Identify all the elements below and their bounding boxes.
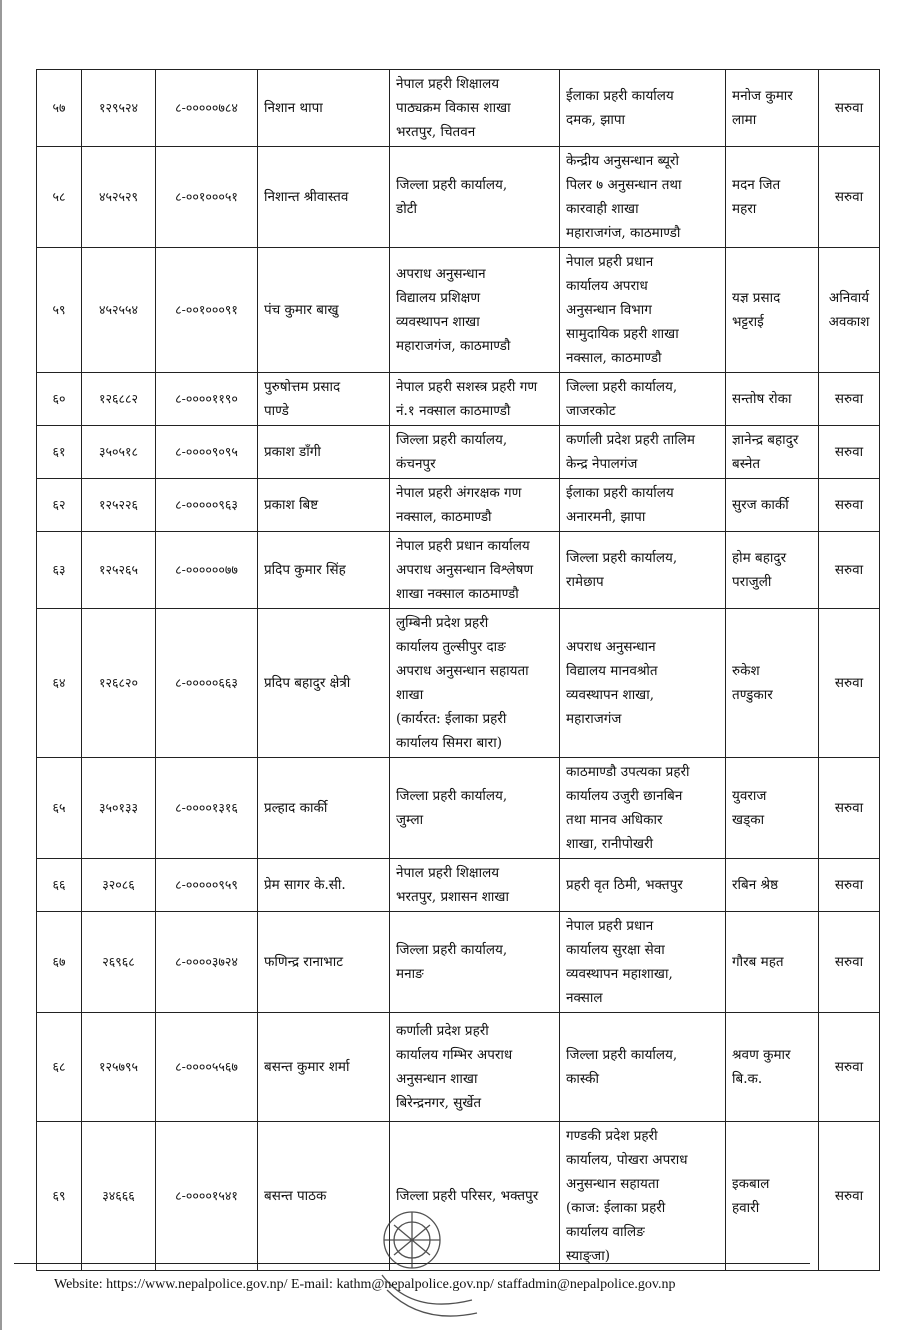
serial-number-cell: ५९	[37, 248, 82, 373]
cell-line: डोटी	[396, 201, 418, 217]
current-office-cell	[390, 479, 560, 532]
cell-line: अपराध अनुसन्धान सहायता	[396, 663, 529, 679]
serial-number-cell: ६६	[37, 859, 82, 912]
cell-line: जिल्ला प्रहरी कार्यालय,	[396, 788, 508, 804]
employee-id-cell: १२५७९५	[82, 1013, 156, 1122]
cell-line: रबिन श्रेष्ठ	[732, 877, 779, 893]
cell-line: फणिन्द्र रानाभाट	[264, 954, 344, 970]
cell-line: नेपाल प्रहरी प्रधान कार्यालय	[396, 538, 530, 554]
status-cell	[819, 1122, 880, 1271]
name-cell	[258, 70, 390, 147]
cell-line: कारवाही शाखा	[566, 201, 639, 217]
cell-line: सरुवा	[834, 189, 864, 205]
employee-id-cell: १२६८८२	[82, 373, 156, 426]
cell-line: लामा	[732, 112, 757, 128]
cell-line: अनुसन्धान विभाग	[566, 302, 652, 318]
cell-line: कर्णाली प्रदेश प्रहरी	[396, 1023, 489, 1039]
name-cell	[258, 532, 390, 609]
cell-line: नक्साल, काठमाण्डौ	[566, 350, 662, 366]
cell-line: नेपाल प्रहरी शिक्षालय	[396, 76, 500, 92]
cell-line: ज्ञानेन्द्र बहादुर	[732, 432, 799, 448]
name-cell	[258, 1122, 390, 1271]
cell-line: अपराध अनुसन्धान विश्लेषण	[396, 562, 534, 578]
cell-line: नेपाल प्रहरी अंगरक्षक गण	[396, 485, 522, 501]
cell-line: व्यवस्थापन शाखा	[396, 314, 480, 330]
cell-line: जिल्ला प्रहरी कार्यालय,	[396, 942, 508, 958]
replacement-cell	[726, 373, 819, 426]
code-cell: ८-०००००९५९	[156, 859, 258, 912]
cell-line: प्रेम सागर के.सी.	[264, 877, 346, 893]
cell-line: जिल्ला प्रहरी कार्यालय,	[566, 550, 678, 566]
cell-line: कार्यालय उजुरी छानबिन	[566, 788, 683, 804]
cell-line: सरुवा	[834, 1188, 864, 1204]
cell-line: कार्यालय तुल्सीपुर दाङ	[396, 639, 506, 655]
cell-line: महरा	[732, 201, 757, 217]
serial-number-cell: ६१	[37, 426, 82, 479]
cell-line: भरतपुर, चितवन	[396, 124, 476, 140]
cell-line: गौरब महत	[732, 954, 784, 970]
code-cell: ८-००००१५४१	[156, 1122, 258, 1271]
employee-id-cell: ४५२५२९	[82, 147, 156, 248]
name-cell	[258, 373, 390, 426]
employee-id-cell: ३२०८६	[82, 859, 156, 912]
cell-line: प्रहरी वृत ठिमी, भक्तपुर	[566, 877, 683, 893]
serial-number-cell: ६७	[37, 912, 82, 1013]
cell-line: निशान थापा	[264, 100, 323, 116]
serial-number-cell: ६०	[37, 373, 82, 426]
serial-number-cell: ६५	[37, 758, 82, 859]
cell-line: सरुवा	[834, 562, 864, 578]
status-cell	[819, 248, 880, 373]
cell-line: नेपाल प्रहरी प्रधान	[566, 254, 654, 270]
name-cell	[258, 479, 390, 532]
current-office-cell	[390, 758, 560, 859]
cell-line: कर्णाली प्रदेश प्रहरी तालिम	[566, 432, 695, 448]
employee-id-cell: १२५२६५	[82, 532, 156, 609]
table-row	[37, 426, 880, 479]
new-office-cell	[560, 1122, 726, 1271]
cell-line: सरुवा	[834, 1059, 864, 1075]
cell-line: जाजरकोट	[566, 403, 616, 419]
cell-line: अवकाश	[828, 314, 870, 330]
cell-line: कास्की	[566, 1071, 599, 1087]
cell-line: अनारमनी, झापा	[566, 509, 646, 525]
status-cell	[819, 426, 880, 479]
table-row	[37, 609, 880, 758]
current-office-cell	[390, 373, 560, 426]
cell-line: सन्तोष रोका	[732, 391, 792, 407]
cell-line: निशान्त श्रीवास्तव	[264, 189, 349, 205]
cell-line: कार्यालय सिमरा बारा)	[396, 735, 502, 751]
cell-line: कार्यालय गम्भिर अपराध	[396, 1047, 513, 1063]
cell-line: मदन जित	[732, 177, 781, 193]
cell-line: जिल्ला प्रहरी कार्यालय,	[396, 177, 508, 193]
replacement-cell	[726, 426, 819, 479]
name-cell	[258, 758, 390, 859]
replacement-cell	[726, 70, 819, 147]
code-cell: ८-०००००६६३	[156, 609, 258, 758]
cell-line: प्रकाश बिष्ट	[264, 497, 319, 513]
cell-line: केन्द्रीय अनुसन्धान ब्यूरो	[566, 153, 679, 169]
cell-line: सरुवा	[834, 444, 864, 460]
name-cell	[258, 859, 390, 912]
table-row	[37, 373, 880, 426]
current-office-cell	[390, 70, 560, 147]
cell-line: पाण्डे	[264, 403, 289, 419]
cell-line: प्रल्हाद कार्की	[264, 800, 328, 816]
code-cell: ८-००१०००९१	[156, 248, 258, 373]
code-cell: ८-००००३७२४	[156, 912, 258, 1013]
current-office-cell	[390, 248, 560, 373]
cell-line: नेपाल प्रहरी प्रधान	[566, 918, 654, 934]
table-row	[37, 248, 880, 373]
replacement-cell	[726, 859, 819, 912]
official-seal-stamp-icon	[372, 1205, 487, 1330]
code-cell: ८-००००९०९५	[156, 426, 258, 479]
cell-line: प्रदिप कुमार सिंह	[264, 562, 346, 578]
name-cell	[258, 248, 390, 373]
replacement-cell	[726, 147, 819, 248]
cell-line: (कार्यरत: ईलाका प्रहरी	[396, 711, 507, 727]
cell-line: व्यवस्थापन महाशाखा,	[566, 966, 673, 982]
cell-line: कार्यालय, पोखरा अपराध	[566, 1152, 688, 1168]
cell-line: प्रकाश डाँगी	[264, 444, 321, 460]
code-cell: ८-०००००७८४	[156, 70, 258, 147]
cell-line: भट्टराई	[732, 314, 764, 330]
current-office-cell	[390, 426, 560, 479]
cell-line: शाखा, रानीपोखरी	[566, 836, 654, 852]
cell-line: तण्डुकार	[732, 687, 773, 703]
employee-id-cell: १२९५२४	[82, 70, 156, 147]
cell-line: महाराजगंज, काठमाण्डौ	[566, 225, 681, 241]
cell-line: अनुसन्धान शाखा	[396, 1071, 478, 1087]
code-cell: ८-००००११९०	[156, 373, 258, 426]
transfer-table	[36, 69, 880, 1271]
cell-line: सरुवा	[834, 675, 864, 691]
cell-line: ईलाका प्रहरी कार्यालय	[566, 485, 674, 501]
cell-line: नेपाल प्रहरी शिक्षालय	[396, 865, 500, 881]
cell-line: सरुवा	[834, 954, 864, 970]
cell-line: मनाङ	[396, 966, 424, 982]
cell-line: यज्ञ प्रसाद	[732, 290, 781, 306]
serial-number-cell: ६४	[37, 609, 82, 758]
cell-line: महाराजगंज	[566, 711, 622, 727]
replacement-cell	[726, 248, 819, 373]
name-cell	[258, 609, 390, 758]
cell-line: होम बहादुर	[732, 550, 787, 566]
employee-id-cell: १२६८२०	[82, 609, 156, 758]
replacement-cell	[726, 1122, 819, 1271]
cell-line: जिल्ला प्रहरी कार्यालय,	[566, 379, 678, 395]
cell-line: युवराज	[732, 788, 767, 804]
code-cell: ८-०००००९६३	[156, 479, 258, 532]
status-cell	[819, 373, 880, 426]
cell-line: व्यवस्थापन शाखा,	[566, 687, 655, 703]
cell-line: जुम्ला	[396, 812, 424, 828]
cell-line: पुरुषोत्तम प्रसाद	[264, 379, 341, 395]
employee-id-cell: ४५२५५४	[82, 248, 156, 373]
cell-line: नक्साल, काठमाण्डौ	[396, 509, 492, 525]
cell-line: जिल्ला प्रहरी परिसर, भक्तपुर	[396, 1188, 539, 1204]
serial-number-cell: ६३	[37, 532, 82, 609]
replacement-cell	[726, 532, 819, 609]
cell-line: नं.१ नक्साल काठमाण्डौ	[396, 403, 511, 419]
cell-line: लुम्बिनी प्रदेश प्रहरी	[396, 615, 489, 631]
table-row	[37, 859, 880, 912]
new-office-cell	[560, 532, 726, 609]
cell-line: सरुवा	[834, 800, 864, 816]
status-cell	[819, 1013, 880, 1122]
cell-line: (काज: ईलाका प्रहरी	[566, 1200, 666, 1216]
current-office-cell	[390, 912, 560, 1013]
new-office-cell	[560, 912, 726, 1013]
current-office-cell	[390, 859, 560, 912]
cell-line: पिलर ७ अनुसन्धान तथा	[566, 177, 682, 193]
status-cell	[819, 70, 880, 147]
cell-line: अनिवार्य	[828, 290, 870, 306]
current-office-cell	[390, 1013, 560, 1122]
status-cell	[819, 912, 880, 1013]
employee-id-cell: १२५२२६	[82, 479, 156, 532]
replacement-cell	[726, 1013, 819, 1122]
table-row	[37, 912, 880, 1013]
cell-line: जिल्ला प्रहरी कार्यालय,	[566, 1047, 678, 1063]
cell-line: पंच कुमार बाखु	[264, 302, 339, 318]
serial-number-cell: ५८	[37, 147, 82, 248]
new-office-cell	[560, 70, 726, 147]
page-edge	[0, 0, 2, 1330]
new-office-cell	[560, 758, 726, 859]
table-row	[37, 147, 880, 248]
employee-id-cell: ३५०१३३	[82, 758, 156, 859]
cell-line: प्रदिप बहादुर क्षेत्री	[264, 675, 351, 691]
status-cell	[819, 147, 880, 248]
cell-line: ईलाका प्रहरी कार्यालय	[566, 88, 674, 104]
cell-line: स्याङ्जा)	[566, 1248, 610, 1264]
table-row	[37, 70, 880, 147]
new-office-cell	[560, 479, 726, 532]
cell-line: बसन्त पाठक	[264, 1188, 327, 1204]
cell-line: रामेछाप	[566, 574, 604, 590]
cell-line: पराजुली	[732, 574, 772, 590]
status-cell	[819, 532, 880, 609]
name-cell	[258, 1013, 390, 1122]
employee-id-cell: ३५०५१८	[82, 426, 156, 479]
cell-line: महाराजगंज, काठमाण्डौ	[396, 338, 511, 354]
current-office-cell	[390, 532, 560, 609]
new-office-cell	[560, 1013, 726, 1122]
cell-line: सरुवा	[834, 100, 864, 116]
cell-line: बसन्त कुमार शर्मा	[264, 1059, 350, 1075]
name-cell	[258, 912, 390, 1013]
new-office-cell	[560, 147, 726, 248]
cell-line: कार्यालय अपराध	[566, 278, 648, 294]
current-office-cell	[390, 147, 560, 248]
cell-line: सुरज कार्की	[732, 497, 789, 513]
cell-line: दमक, झापा	[566, 112, 626, 128]
serial-number-cell: ६९	[37, 1122, 82, 1271]
cell-line: पाठ्यक्रम विकास शाखा	[396, 100, 511, 116]
cell-line: इकबाल	[732, 1176, 770, 1192]
replacement-cell	[726, 609, 819, 758]
new-office-cell	[560, 426, 726, 479]
footer-contact: Website: https://www.nepalpolice.gov.np/ E-mail: kathm@nepalpolice.gov.np/ staffadmin@nepalpolice.gov.np	[54, 1277, 676, 1292]
current-office-cell	[390, 609, 560, 758]
cell-line: कंचनपुर	[396, 456, 436, 472]
cell-line: नेपाल प्रहरी सशस्त्र प्रहरी गण	[396, 379, 538, 395]
cell-line: बि.क.	[732, 1071, 763, 1087]
cell-line: कार्यालय सुरक्षा सेवा	[566, 942, 665, 958]
cell-line: विद्यालय मानवश्रोत	[566, 663, 658, 679]
cell-line: कार्यालय वालिङ	[566, 1224, 645, 1240]
new-office-cell	[560, 248, 726, 373]
status-cell	[819, 859, 880, 912]
cell-line: विद्यालय प्रशिक्षण	[396, 290, 481, 306]
new-office-cell	[560, 373, 726, 426]
new-office-cell	[560, 859, 726, 912]
cell-line: बस्नेत	[732, 456, 761, 472]
code-cell: ८-००१०००५१	[156, 147, 258, 248]
cell-line: अपराध अनुसन्धान	[566, 639, 656, 655]
name-cell	[258, 426, 390, 479]
cell-line: तथा मानव अधिकार	[566, 812, 663, 828]
cell-line: हवारी	[732, 1200, 760, 1216]
replacement-cell	[726, 479, 819, 532]
status-cell	[819, 479, 880, 532]
name-cell	[258, 147, 390, 248]
cell-line: शाखा नक्साल काठमाण्डौ	[396, 586, 519, 602]
status-cell	[819, 609, 880, 758]
cell-line: रुकेश	[732, 663, 760, 679]
cell-line: मनोज कुमार	[732, 88, 793, 104]
cell-line: भरतपुर, प्रशासन शाखा	[396, 889, 509, 905]
cell-line: अपराध अनुसन्धान	[396, 266, 486, 282]
cell-line: शाखा	[396, 687, 424, 703]
code-cell: ८-००००००७७	[156, 532, 258, 609]
table-row	[37, 758, 880, 859]
cell-line: खड्का	[732, 812, 765, 828]
cell-line: सरुवा	[834, 877, 864, 893]
cell-line: सरुवा	[834, 391, 864, 407]
serial-number-cell: ६८	[37, 1013, 82, 1122]
table-row	[37, 479, 880, 532]
table-row	[37, 1013, 880, 1122]
cell-line: श्रवण कुमार	[732, 1047, 791, 1063]
code-cell: ८-००००१३१६	[156, 758, 258, 859]
cell-line: काठमाण्डौ उपत्यका प्रहरी	[566, 764, 690, 780]
code-cell: ८-००००५५६७	[156, 1013, 258, 1122]
cell-line: बिरेन्द्रनगर, सुर्खेत	[396, 1095, 482, 1111]
cell-line: अनुसन्धान सहायता	[566, 1176, 660, 1192]
serial-number-cell: ५७	[37, 70, 82, 147]
cell-line: जिल्ला प्रहरी कार्यालय,	[396, 432, 508, 448]
cell-line: केन्द्र नेपालगंज	[566, 456, 638, 472]
new-office-cell	[560, 609, 726, 758]
replacement-cell	[726, 758, 819, 859]
employee-id-cell: २६९६८	[82, 912, 156, 1013]
employee-id-cell: ३४६६६	[82, 1122, 156, 1271]
cell-line: गण्डकी प्रदेश प्रहरी	[566, 1128, 658, 1144]
cell-line: सामुदायिक प्रहरी शाखा	[566, 326, 679, 342]
cell-line: सरुवा	[834, 497, 864, 513]
serial-number-cell: ६२	[37, 479, 82, 532]
table-row	[37, 532, 880, 609]
replacement-cell	[726, 912, 819, 1013]
status-cell	[819, 758, 880, 859]
cell-line: नक्साल	[566, 990, 603, 1006]
